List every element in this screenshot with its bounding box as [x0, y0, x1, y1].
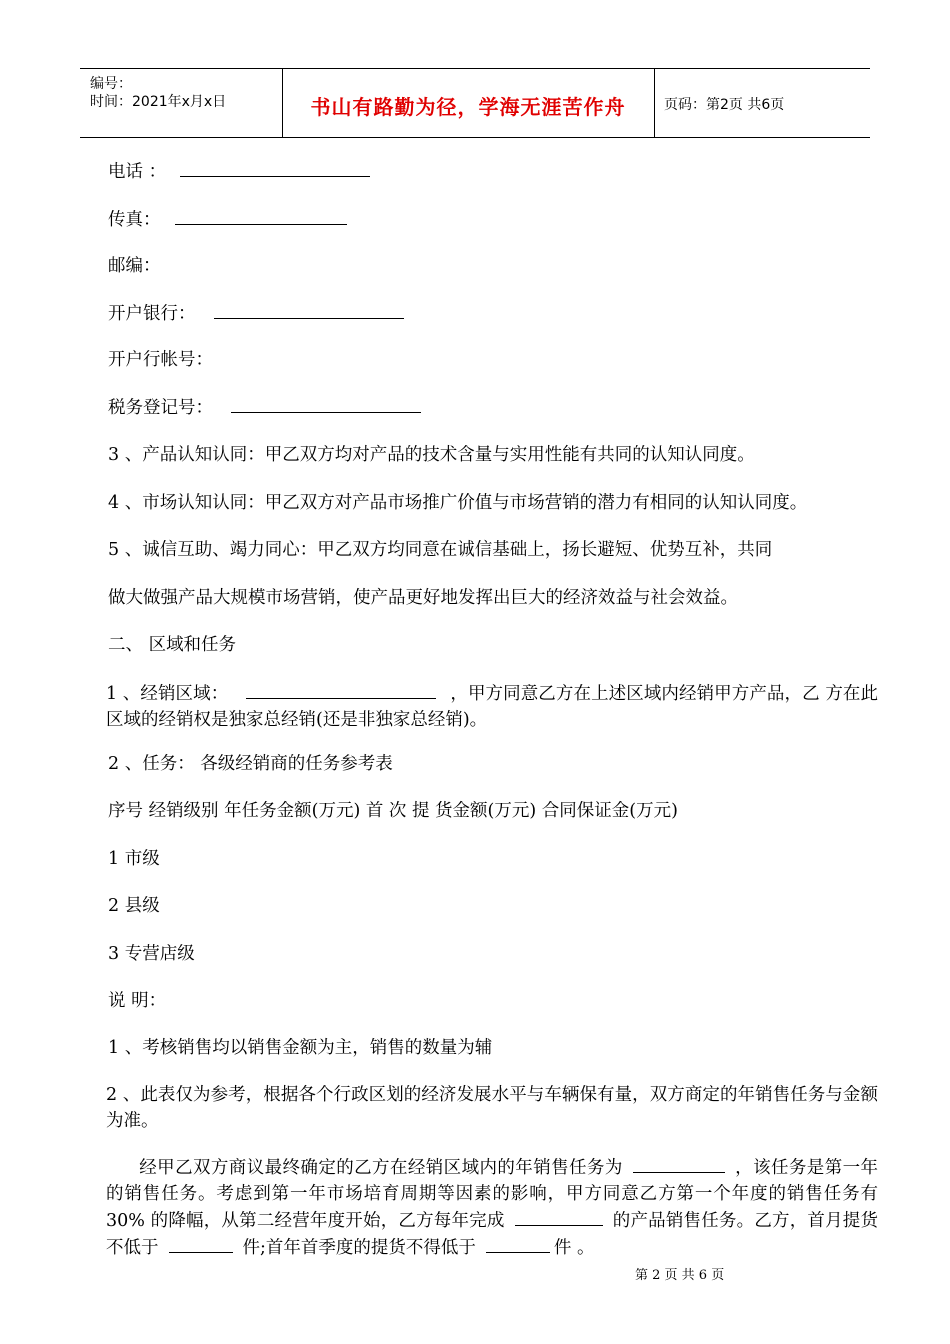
- header-motto-cell: [282, 69, 655, 137]
- postcode-field: [108, 253, 161, 279]
- task-part-5: 件 。: [553, 1238, 595, 1258]
- header-motto: 书山有路勤为径，学海无涯苦作舟: [310, 95, 626, 119]
- notes-title: 说 明：: [108, 991, 167, 1011]
- task-paragraph: [106, 1154, 878, 1261]
- bank-blank: [214, 300, 404, 319]
- area-paragraph: [106, 680, 878, 733]
- clause-5-line2: 做大做强产品大规模市场营销，使产品更好地发挥出巨大的经济效益与社会效益。: [108, 588, 738, 608]
- tax-blank: [231, 394, 421, 413]
- fax-label: 传真：: [108, 210, 161, 230]
- phone-blank: [180, 158, 370, 177]
- table-row-county: 2 县级: [108, 896, 160, 916]
- clause-4: 4 、市场认知认同：甲乙双方对产品市场推广价值与市场营销的潜力有相同的认知认同度。: [108, 493, 808, 513]
- account-label: 开户行帐号：: [108, 350, 213, 370]
- bank-label: 开户银行：: [108, 304, 196, 324]
- bank-field: [108, 300, 404, 327]
- tax-label: 税务登记号：: [108, 398, 213, 418]
- postcode-label: 邮编：: [108, 256, 161, 276]
- header-page-cell: [654, 69, 870, 137]
- task-part-2: ，该任务是第一年的销售任务。考虑到第一年市场培育周期等因素的影响，甲方同意乙方第一个年度的销售任务有 30% 的降幅，从第二经营年度开始，乙方每年完成: [106, 1158, 879, 1231]
- task-line: 2 、任务： 各级经销商的任务参考表: [108, 754, 393, 774]
- first-quarter-blank: [486, 1234, 550, 1253]
- document-number-label: 编号：: [90, 76, 132, 92]
- header-meta-cell: [80, 69, 283, 137]
- tax-field: [108, 394, 421, 421]
- page-header: [80, 68, 870, 138]
- page-footer: 第 2 页 共 6 页: [635, 1268, 725, 1283]
- table-row-store: 3 专营店级: [108, 944, 195, 964]
- document-time-label: 时间：2021年x月x日: [90, 94, 227, 110]
- area-blank: [246, 680, 436, 699]
- task-part-4: 件;首年首季度的提货不得低于: [242, 1238, 476, 1258]
- clause-5-line1: 5 、诚信互助、竭力同心：甲乙双方均同意在诚信基础上，扬长避短、优势互补，共同: [108, 540, 773, 560]
- clause-3: 3 、产品认知认同：甲乙双方均对产品的技术含量与实用性能有共同的认知认同度。: [108, 445, 755, 465]
- table-header: 序号 经销级别 年任务金额(万元) 首 次 提 货金额(万元) 合同保证金(万元): [108, 801, 678, 821]
- note-1: 1 、考核销售均以销售金额为主，销售的数量为辅: [108, 1038, 493, 1058]
- account-field: [108, 347, 213, 373]
- task-part-1: 经甲乙双方商议最终确定的乙方在经销区域内的年销售任务为: [139, 1158, 623, 1178]
- note-2: 2 、此表仅为参考，根据各个行政区划的经济发展水平与车辆保有量，双方商定的年销售任务与金额为准。: [106, 1085, 878, 1131]
- task-part-3: 的产品销售任务。乙方，首月提货不低于: [106, 1211, 878, 1258]
- fax-field: [108, 206, 347, 233]
- section-title: 二、 区域和任务: [108, 635, 237, 655]
- table-row-city: 1 市级: [108, 849, 160, 869]
- phone-label: 电话 ：: [108, 162, 167, 182]
- phone-field: [108, 158, 370, 185]
- yearly-task-blank: [515, 1207, 603, 1226]
- fax-blank: [175, 206, 347, 225]
- area-prefix: 1 、经销区域：: [106, 684, 229, 704]
- header-page-number: 页码：第2页 共6页: [664, 97, 785, 113]
- annual-task-blank: [633, 1154, 725, 1173]
- area-suffix: ，甲方同意乙方在上述区域内经销甲方产品，乙 方在此区域的经销权是独家总经销(还是非独家总经销)。: [106, 684, 878, 730]
- first-month-blank: [169, 1234, 233, 1253]
